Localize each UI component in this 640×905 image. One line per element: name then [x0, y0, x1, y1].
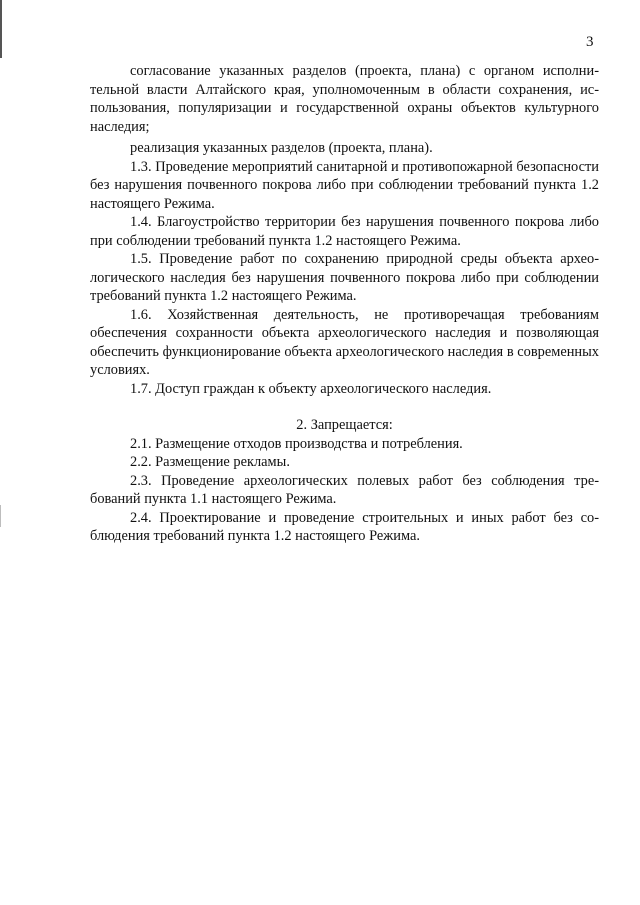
paragraph-2-1: 2.1. Размещение отходов производства и потребления.	[130, 435, 463, 452]
scan-edge-mark	[0, 505, 1, 527]
paragraph-implementation: реализация указанных разделов (проекта, плана).	[130, 140, 433, 156]
section-heading-prohibited: 2. Запрещается:	[296, 417, 393, 433]
paragraph-1-4: 1.4. Благоустройство территории без нарушения почвенного покрова либо при соблюдении требований пункта 1.2 настоящего Режима.	[90, 214, 599, 249]
scan-edge-mark	[0, 0, 2, 58]
paragraph-2-4: 2.4. Проектирование и проведение строительных и иных работ без соблюдения требований пункта 1.2 настоящего Режима.	[90, 509, 599, 544]
paragraph-1-6: 1.6. Хозяйственная деятельность, не противоречащая требованиям обеспечения сохранности объекта археологического наследия и позволяющая обеспечить функционирование объекта археологического наследия в современных условиях.	[90, 306, 599, 378]
paragraph-2-2: 2.2. Размещение рекламы.	[130, 454, 290, 470]
document-body	[90, 62, 599, 546]
paragraph-1-7: 1.7. Доступ граждан к объекту археологического наследия.	[130, 380, 492, 397]
paragraph-approval: согласование указанных разделов (проекта, плана) с органом исполнительной власти Алтайского края, уполномоченным в области сохранения, использования, популяризации и государственной охраны объектов культурного наследия;	[90, 63, 599, 135]
paragraph-2-3: 2.3. Проведение археологических полевых работ без соблюдения требований пункта 1.1 настоящего Режима.	[90, 472, 599, 507]
page-number: 3	[586, 34, 594, 50]
paragraph-1-3: 1.3. Проведение мероприятий санитарной и противопожарной безопасности без нарушения почвенного покрова либо при соблюдении требований пункта 1.2 настоящего Режима.	[90, 158, 599, 212]
paragraph-1-5: 1.5. Проведение работ по сохранению природной среды объекта археологического наследия без нарушения почвенного покрова либо при соблюдении требований пункта 1.2 настоящего Режима.	[90, 251, 599, 304]
